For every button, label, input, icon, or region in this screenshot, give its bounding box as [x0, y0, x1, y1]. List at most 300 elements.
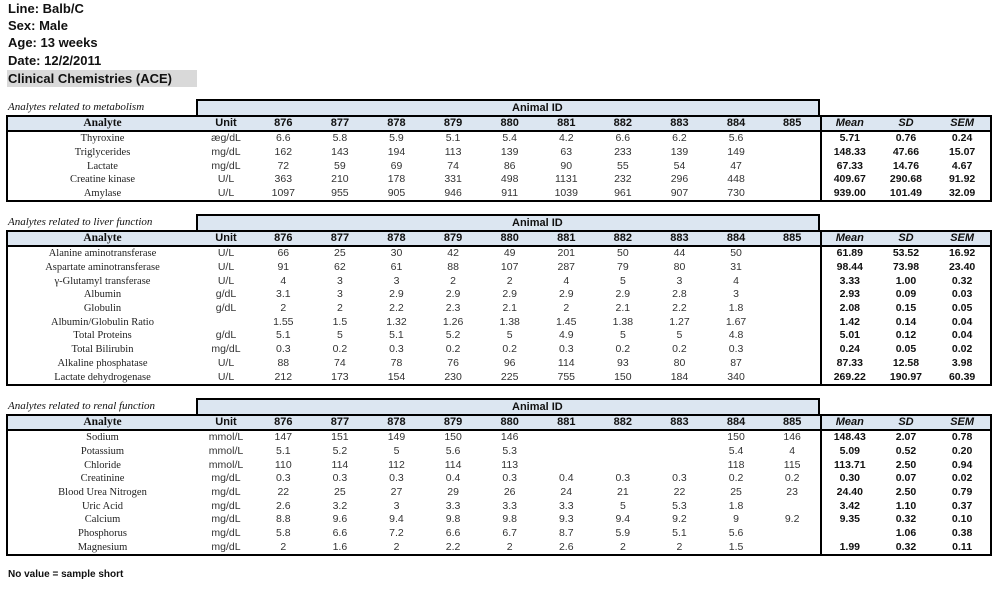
analyte-name: Potassium [80, 446, 125, 458]
analyte-name: Phosphorus [77, 528, 127, 540]
animal-id-header [196, 99, 820, 115]
unit-cell: mmol/L [208, 458, 244, 471]
column-header-mean: Mean [821, 415, 878, 430]
value-cell [764, 343, 821, 357]
value-cell: 80 [673, 356, 686, 369]
animal-id-label: Animal ID [512, 401, 563, 413]
stat-cell-sem: 0.32 [951, 274, 973, 287]
stat-cell-sem: 0.20 [951, 445, 973, 458]
column-header-animal-id: 885 [782, 416, 802, 428]
value-cell: 22 [277, 486, 290, 499]
section-caption: Analytes related to liver function [8, 216, 153, 228]
value-cell: 66 [277, 247, 290, 260]
stat-cell-mean: 87.33 [821, 357, 878, 371]
value-cell: 5.6 [445, 445, 461, 458]
value-cell [651, 445, 708, 459]
column-header-animal-id: 876 [274, 232, 293, 244]
value-cell: 30 [390, 247, 403, 260]
analyte-name: Aspartate aminotransferase [45, 262, 160, 274]
analyte-name: Creatine kinase [69, 174, 135, 186]
value-cell: 4 [280, 274, 287, 287]
value-cell: 25 [334, 486, 346, 499]
value-cell: 2 [506, 274, 513, 287]
value-cell: 3.3 [445, 499, 461, 512]
stat-cell-mean: 409.67 [821, 173, 878, 187]
value-cell: 149 [727, 146, 745, 159]
value-cell: 946 [444, 187, 462, 200]
value-cell: 74 [447, 159, 459, 172]
value-cell: 0.3 [332, 472, 348, 485]
table-row [7, 527, 991, 541]
value-cell: 146 [783, 431, 801, 444]
stat-cell-sem: 0.04 [951, 315, 973, 328]
table-row [7, 315, 991, 329]
stat-cell-sd: 0.14 [895, 315, 917, 328]
column-header-animal-id: 883 [670, 232, 689, 244]
stat-cell-mean: 67.33 [821, 159, 878, 173]
value-cell: 6.7 [502, 527, 517, 540]
stat-cell-mean: 148.43 [821, 430, 878, 445]
value-cell: 6.6 [275, 132, 291, 145]
table-row [7, 513, 991, 527]
unit-cell: mg/dL [211, 159, 241, 172]
value-cell: 0.2 [332, 343, 348, 356]
column-header-sem: SEM [950, 416, 975, 428]
column-header-unit: Unit [215, 232, 237, 244]
stat-cell-sd: 1.10 [895, 499, 917, 512]
stat-cell-sd: 1.06 [895, 527, 917, 540]
value-cell: 1039 [554, 187, 578, 200]
value-cell: 1.8 [728, 302, 744, 315]
unit-cell: mg/dL [211, 343, 241, 356]
column-header-animal-id: 884 [726, 117, 746, 129]
stat-cell-sem: 0.04 [951, 329, 973, 342]
stat-cell-sem: 0.78 [951, 431, 973, 444]
value-cell: 6.6 [445, 527, 461, 540]
footnote: No value = sample short [8, 569, 124, 580]
value-cell: 69 [390, 159, 403, 172]
value-cell [538, 430, 595, 445]
value-cell: 5.9 [389, 132, 404, 145]
value-cell: 4 [563, 274, 570, 287]
stat-cell-mean: 98.44 [821, 261, 878, 275]
value-cell: 1.38 [612, 315, 634, 328]
header-row [7, 415, 991, 430]
value-cell: 363 [274, 173, 293, 186]
value-cell: 2.9 [558, 288, 574, 301]
value-cell: 5.1 [445, 132, 461, 145]
value-cell [764, 370, 821, 385]
stat-cell-mean: 0.30 [821, 472, 878, 486]
table-row [7, 261, 991, 275]
value-cell: 5 [336, 329, 343, 342]
value-cell: 112 [388, 458, 405, 471]
unit-cell: U/L [217, 187, 235, 200]
value-cell: 4 [733, 274, 739, 287]
unit-cell: g/dL [215, 288, 237, 301]
analyte-name: Uric Acid [81, 500, 124, 512]
value-cell: 907 [670, 187, 689, 200]
analyte-name: Total Bilirubin [71, 344, 134, 356]
table-row [7, 274, 991, 288]
value-cell: 961 [614, 187, 632, 200]
animal-id-label: Animal ID [512, 102, 563, 114]
stat-cell-mean: 113.71 [821, 458, 878, 472]
stat-cell-sem: 23.40 [948, 261, 976, 274]
column-header-animal-id: 879 [443, 232, 463, 244]
value-cell: 5.4 [728, 445, 744, 458]
stat-cell-sem: 3.98 [951, 356, 973, 369]
value-cell: 2.1 [502, 302, 517, 315]
stat-cell-mean: 1.99 [821, 541, 878, 556]
stat-cell-sem: 0.11 [952, 540, 973, 553]
sex-label: Sex: Male [8, 18, 68, 33]
stat-cell-mean: 2.93 [821, 288, 878, 302]
stat-cell-sd: 53.52 [892, 247, 920, 260]
value-cell: 233 [614, 146, 632, 159]
stat-cell-mean: 5.01 [821, 329, 878, 343]
value-cell: 1.6 [332, 540, 348, 553]
column-header-animal-id: 885 [782, 117, 802, 129]
value-cell: 74 [334, 356, 346, 369]
stat-cell-sd: 0.15 [895, 302, 917, 315]
value-cell: 147 [274, 431, 293, 444]
value-cell: 0.4 [558, 472, 574, 485]
value-cell [651, 430, 708, 445]
analyte-name: Calcium [84, 514, 121, 526]
stat-cell-sem: 0.02 [951, 343, 973, 356]
unit-cell: U/L [217, 356, 235, 369]
stat-cell-mean: 939.00 [821, 187, 878, 202]
unit-cell: mg/dL [211, 472, 241, 485]
value-cell: 5.1 [672, 527, 687, 540]
value-cell: 5.9 [615, 527, 631, 540]
value-cell: 31 [730, 261, 742, 274]
value-cell: 3 [336, 274, 343, 287]
column-header-sd: SD [898, 117, 914, 129]
date-label: Date: 12/2/2011 [8, 53, 102, 68]
value-cell: 0.2 [615, 343, 631, 356]
table-row [7, 541, 991, 556]
column-header-animal-id: 882 [613, 416, 633, 428]
value-cell: 9 [733, 513, 739, 526]
analyte-name: Chloride [84, 459, 121, 471]
table-row [7, 302, 991, 316]
unit-cell: U/L [217, 247, 235, 260]
section-caption: Analytes related to metabolism [8, 101, 145, 113]
unit-cell: U/L [217, 370, 235, 383]
stat-cell-mean: 0.24 [821, 343, 878, 357]
value-cell [595, 445, 652, 459]
value-cell: 4 [789, 445, 796, 458]
value-cell: 79 [617, 261, 629, 274]
stat-cell-sem: 91.92 [948, 173, 976, 186]
stat-cell-sd: 0.32 [895, 513, 917, 526]
analyte-table [6, 414, 992, 556]
value-cell: 114 [557, 356, 575, 369]
value-cell [764, 131, 821, 146]
stat-cell-sd: 0.12 [895, 329, 917, 342]
value-cell: 9.4 [389, 513, 404, 526]
value-cell: 3.3 [558, 499, 574, 512]
value-cell: 3 [393, 499, 400, 512]
column-header-animal-id: 883 [670, 416, 689, 428]
value-cell: 7.2 [389, 527, 404, 540]
stat-cell-sd: 290.68 [889, 173, 923, 186]
column-header-animal-id: 884 [726, 232, 746, 244]
value-cell: 955 [331, 187, 349, 200]
column-header-animal-id: 876 [274, 117, 293, 129]
value-cell: 42 [447, 247, 459, 260]
value-cell [764, 315, 821, 329]
value-cell: 1.5 [332, 315, 348, 328]
value-cell: 49 [503, 247, 516, 260]
table-row [7, 357, 991, 371]
value-cell [764, 246, 821, 261]
stat-cell-sd: 0.07 [895, 472, 917, 485]
stat-cell-mean: 24.40 [821, 486, 878, 500]
value-cell [538, 458, 595, 472]
column-header-animal-id: 878 [387, 232, 406, 244]
value-cell: 114 [331, 458, 349, 471]
value-cell: 55 [617, 159, 629, 172]
stat-cell-sem: 0.02 [951, 472, 973, 485]
value-cell: 1.8 [728, 499, 744, 512]
table-row [7, 343, 991, 357]
value-cell: 5 [393, 445, 400, 458]
value-cell: 5 [619, 329, 626, 342]
value-cell: 90 [560, 159, 573, 172]
column-header-unit: Unit [215, 416, 237, 428]
value-cell: 173 [331, 370, 349, 383]
value-cell [764, 173, 821, 187]
value-cell [764, 329, 821, 343]
analyte-name: Magnesium [77, 541, 128, 553]
stat-cell-sem: 16.92 [948, 247, 976, 260]
value-cell: 150 [727, 431, 745, 444]
value-cell: 2 [676, 540, 683, 553]
stat-cell-sd: 190.97 [889, 370, 923, 383]
stat-cell-mean: 1.42 [821, 315, 878, 329]
value-cell: 8.7 [558, 527, 574, 540]
stat-cell-mean: 3.33 [821, 274, 878, 288]
table-row [7, 173, 991, 187]
value-cell [651, 458, 708, 472]
header-row [7, 116, 991, 131]
value-cell: 113 [501, 458, 519, 471]
value-cell: 2.3 [445, 302, 461, 315]
value-cell: 63 [560, 146, 573, 159]
animal-id-header [196, 398, 820, 414]
stat-cell-sem: 0.10 [951, 513, 973, 526]
value-cell: 4.2 [558, 132, 574, 145]
value-cell: 0.3 [558, 343, 574, 356]
value-cell: 96 [503, 356, 516, 369]
unit-cell: mg/dL [211, 513, 241, 526]
value-cell: 1.45 [556, 315, 577, 328]
column-header-animal-id: 883 [670, 117, 689, 129]
value-cell: 0.3 [389, 472, 404, 485]
column-header-animal-id: 879 [443, 416, 463, 428]
value-cell: 2.9 [615, 288, 631, 301]
value-cell: 448 [727, 173, 745, 186]
analyte-name: Sodium [86, 432, 119, 444]
value-cell: 0.3 [672, 472, 687, 485]
value-cell: 0.2 [672, 343, 687, 356]
table-row [7, 472, 991, 486]
value-cell: 210 [331, 173, 349, 186]
value-cell: 2.1 [615, 302, 631, 315]
value-cell: 143 [331, 146, 349, 159]
stat-cell-mean: 2.08 [821, 302, 878, 316]
section-caption: Analytes related to renal function [8, 400, 156, 412]
value-cell: 3.2 [332, 499, 348, 512]
column-header-animal-id: 877 [330, 117, 350, 129]
stat-cell-sem: 0.24 [951, 132, 973, 145]
value-cell [764, 541, 821, 556]
value-cell: 201 [557, 247, 576, 260]
value-cell: 27 [390, 486, 403, 499]
column-header-unit: Unit [215, 117, 237, 129]
value-cell: 2.9 [502, 288, 517, 301]
value-cell: 5.1 [275, 329, 291, 342]
value-cell [764, 499, 821, 513]
value-cell: 2 [563, 302, 570, 315]
value-cell: 3 [393, 274, 400, 287]
unit-cell: mmol/L [208, 445, 244, 458]
value-cell: 3 [733, 288, 739, 301]
value-cell: 4.9 [558, 329, 574, 342]
value-cell: 146 [500, 431, 519, 444]
value-cell: 151 [331, 431, 349, 444]
stat-cell-mean: 9.35 [821, 513, 878, 527]
value-cell: 0.3 [615, 472, 631, 485]
column-header-animal-id: 880 [500, 232, 519, 244]
column-header-animal-id: 878 [387, 416, 406, 428]
unit-cell: æg/dL [211, 132, 241, 145]
value-cell: 230 [444, 370, 462, 383]
value-cell: 24 [560, 486, 573, 499]
value-cell: 0.3 [275, 343, 291, 356]
unit-cell: U/L [217, 274, 235, 287]
analyte-name: Thyroxine [80, 133, 125, 145]
value-cell: 1.26 [442, 315, 464, 328]
value-cell: 9.4 [615, 513, 631, 526]
column-header-animal-id: 876 [274, 416, 293, 428]
column-header-animal-id: 885 [782, 232, 802, 244]
value-cell: 5.1 [389, 329, 404, 342]
age-label: Age: 13 weeks [8, 35, 98, 50]
column-header-sem: SEM [950, 232, 975, 244]
value-cell: 2 [280, 302, 287, 315]
analyte-name: Albumin [83, 289, 122, 301]
value-cell: 162 [274, 146, 293, 159]
stat-cell-sd: 1.00 [895, 274, 917, 287]
value-cell: 184 [670, 370, 689, 383]
column-header-animal-id: 884 [726, 416, 746, 428]
value-cell: 154 [387, 370, 406, 383]
value-cell: 1.5 [728, 540, 744, 553]
value-cell: 6.6 [332, 527, 348, 540]
value-cell [538, 445, 595, 459]
animal-id-header [196, 214, 820, 230]
column-header-animal-id: 877 [330, 416, 350, 428]
value-cell [595, 430, 652, 445]
stat-cell-mean: 5.09 [821, 445, 878, 459]
value-cell: 3 [336, 288, 343, 301]
analyte-name: Lactate [87, 160, 118, 172]
stat-cell-sd: 2.50 [895, 458, 917, 471]
value-cell: 72 [277, 159, 290, 172]
value-cell: 139 [670, 146, 689, 159]
stat-cell-sem: 0.37 [951, 499, 973, 512]
value-cell: 2.6 [558, 540, 574, 553]
analyte-name: Blood Urea Nitrogen [58, 487, 147, 499]
value-cell: 0.3 [728, 343, 744, 356]
unit-cell: g/dL [215, 329, 237, 342]
value-cell: 2 [280, 540, 287, 553]
value-cell: 5.6 [728, 527, 744, 540]
value-cell: 0.3 [389, 343, 404, 356]
value-cell: 225 [500, 370, 519, 383]
value-cell: 0.2 [784, 472, 800, 485]
analyte-table [6, 230, 992, 386]
stat-cell-sem: 4.67 [951, 159, 973, 172]
stat-cell-sd: 47.66 [892, 146, 920, 159]
stat-cell-sd: 73.98 [892, 261, 920, 274]
column-header-animal-id: 881 [557, 416, 576, 428]
value-cell: 59 [334, 159, 346, 172]
value-cell: 5.8 [332, 132, 348, 145]
table-row [7, 486, 991, 500]
value-cell: 232 [614, 173, 632, 186]
value-cell [764, 302, 821, 316]
value-cell: 2.6 [275, 499, 291, 512]
stat-cell-sd: 14.76 [892, 159, 920, 172]
value-cell: 194 [387, 146, 406, 159]
value-cell: 150 [444, 431, 462, 444]
unit-cell: U/L [217, 261, 235, 274]
value-cell: 730 [727, 187, 745, 200]
column-header-animal-id: 881 [557, 232, 576, 244]
value-cell: 340 [727, 370, 745, 383]
value-cell: 91 [277, 261, 290, 274]
value-cell: 5.1 [275, 445, 291, 458]
value-cell: 3 [676, 274, 683, 287]
stat-cell-sem: 0.94 [951, 458, 973, 471]
stat-cell-sem: 0.05 [951, 302, 973, 315]
value-cell: 1.67 [725, 315, 747, 328]
value-cell: 1.38 [499, 315, 520, 328]
analyte-name: Alkaline phosphatase [57, 357, 148, 369]
value-cell: 115 [783, 458, 801, 471]
column-header-mean: Mean [821, 231, 878, 246]
value-cell: 5.3 [502, 445, 517, 458]
stat-cell-sd: 2.07 [895, 431, 917, 444]
analyte-name: Alanine aminotransferase [48, 248, 157, 260]
value-cell: 29 [447, 486, 459, 499]
value-cell: 87 [730, 356, 742, 369]
value-cell: 86 [503, 159, 516, 172]
stat-cell-sd: 0.32 [895, 540, 917, 553]
analyte-table [6, 115, 992, 202]
value-cell: 80 [673, 261, 686, 274]
value-cell: 25 [334, 247, 346, 260]
value-cell: 0.3 [502, 472, 517, 485]
value-cell: 5.8 [275, 527, 291, 540]
value-cell: 296 [670, 173, 689, 186]
unit-cell: mg/dL [211, 499, 241, 512]
